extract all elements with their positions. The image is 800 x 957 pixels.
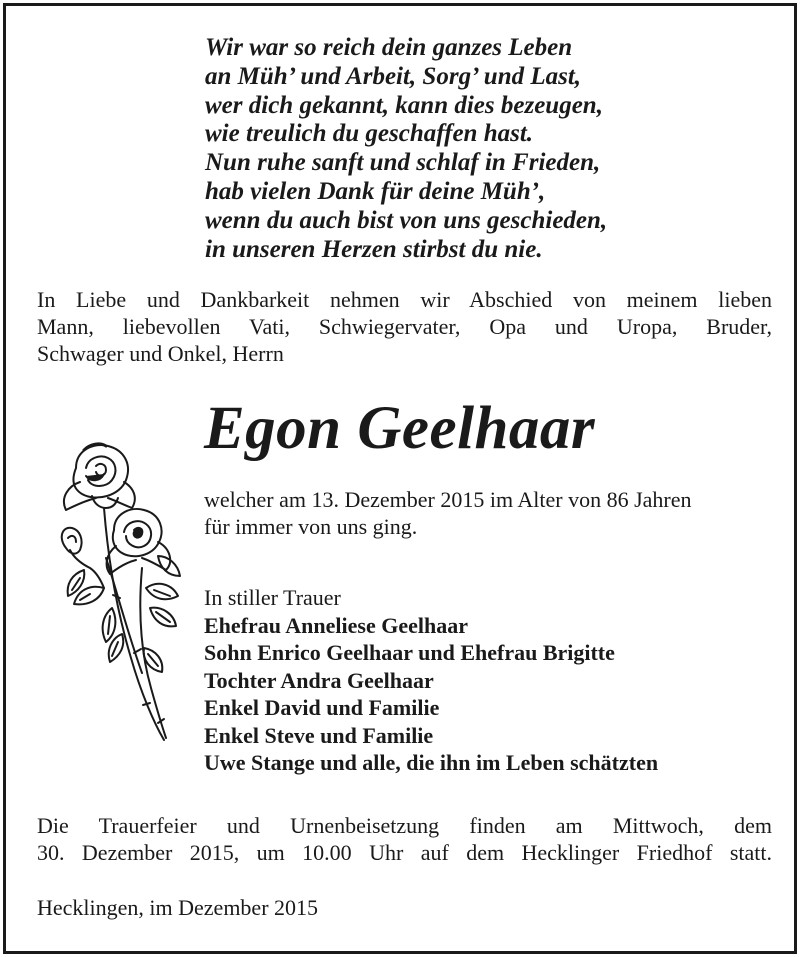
poem-line: wenn du auch bist von uns geschieden, [205,206,608,234]
roses-illustration-icon [46,438,186,748]
poem-line: an Müh’ und Arbeit, Sorg’ und Last, [205,62,582,90]
obituary-notice [3,3,797,954]
mourner-name: Uwe Stange und alle, die ihn im Leben schätzten [204,750,659,775]
mourners-heading: In stiller Trauer [204,585,341,610]
deceased-name: Egon Geelhaar [204,395,596,462]
funeral-line: Die Trauerfeier und Urnenbeisetzung finden am Mittwoch, dem [37,813,772,838]
poem-line: Wir war so reich dein ganzes Leben [205,34,573,61]
mourner-name: Sohn Enrico Geelhaar und Ehefrau Brigitte [204,640,615,665]
mourner-name: Enkel Steve und Familie [204,722,434,748]
intro-line: Schwager und Onkel, Herrn [37,341,284,366]
mourner-name: Ehefrau Anneliese Geelhaar [204,612,468,638]
poem-line: Nun ruhe sanft und schlaf in Frieden, [205,149,601,177]
mourner-name: Enkel David und Familie [204,695,440,720]
mourners-list [204,584,658,777]
memorial-poem [205,34,607,264]
intro-line: In Liebe und Dankbarkeit nehmen wir Abschied von meinem lieben [37,287,772,312]
death-notice [204,486,692,540]
death-notice-line: für immer von uns ging. [204,514,418,539]
poem-line: hab vielen Dank für deine Müh’, [205,177,546,205]
death-notice-line: welcher am 13. Dezember 2015 im Alter von 86 Jahren [204,487,692,512]
intro-paragraph [37,286,772,367]
funeral-details [37,812,772,866]
mourner-name: Tochter Andra Geelhaar [204,667,434,693]
poem-line: in unseren Herzen stirbst du nie. [205,235,543,263]
poem-line: wie treulich du geschaffen hast. [205,120,534,148]
funeral-line: 30. Dezember 2015, um 10.00 Uhr auf dem Hecklinger Friedhof statt. [37,840,772,865]
poem-line: wer dich gekannt, kann dies bezeugen, [205,91,603,119]
intro-line: Mann, liebevollen Vati, Schwiegervater, Opa und Uropa, Bruder, [37,314,772,339]
place-and-date: Hecklingen, im Dezember 2015 [37,895,319,920]
